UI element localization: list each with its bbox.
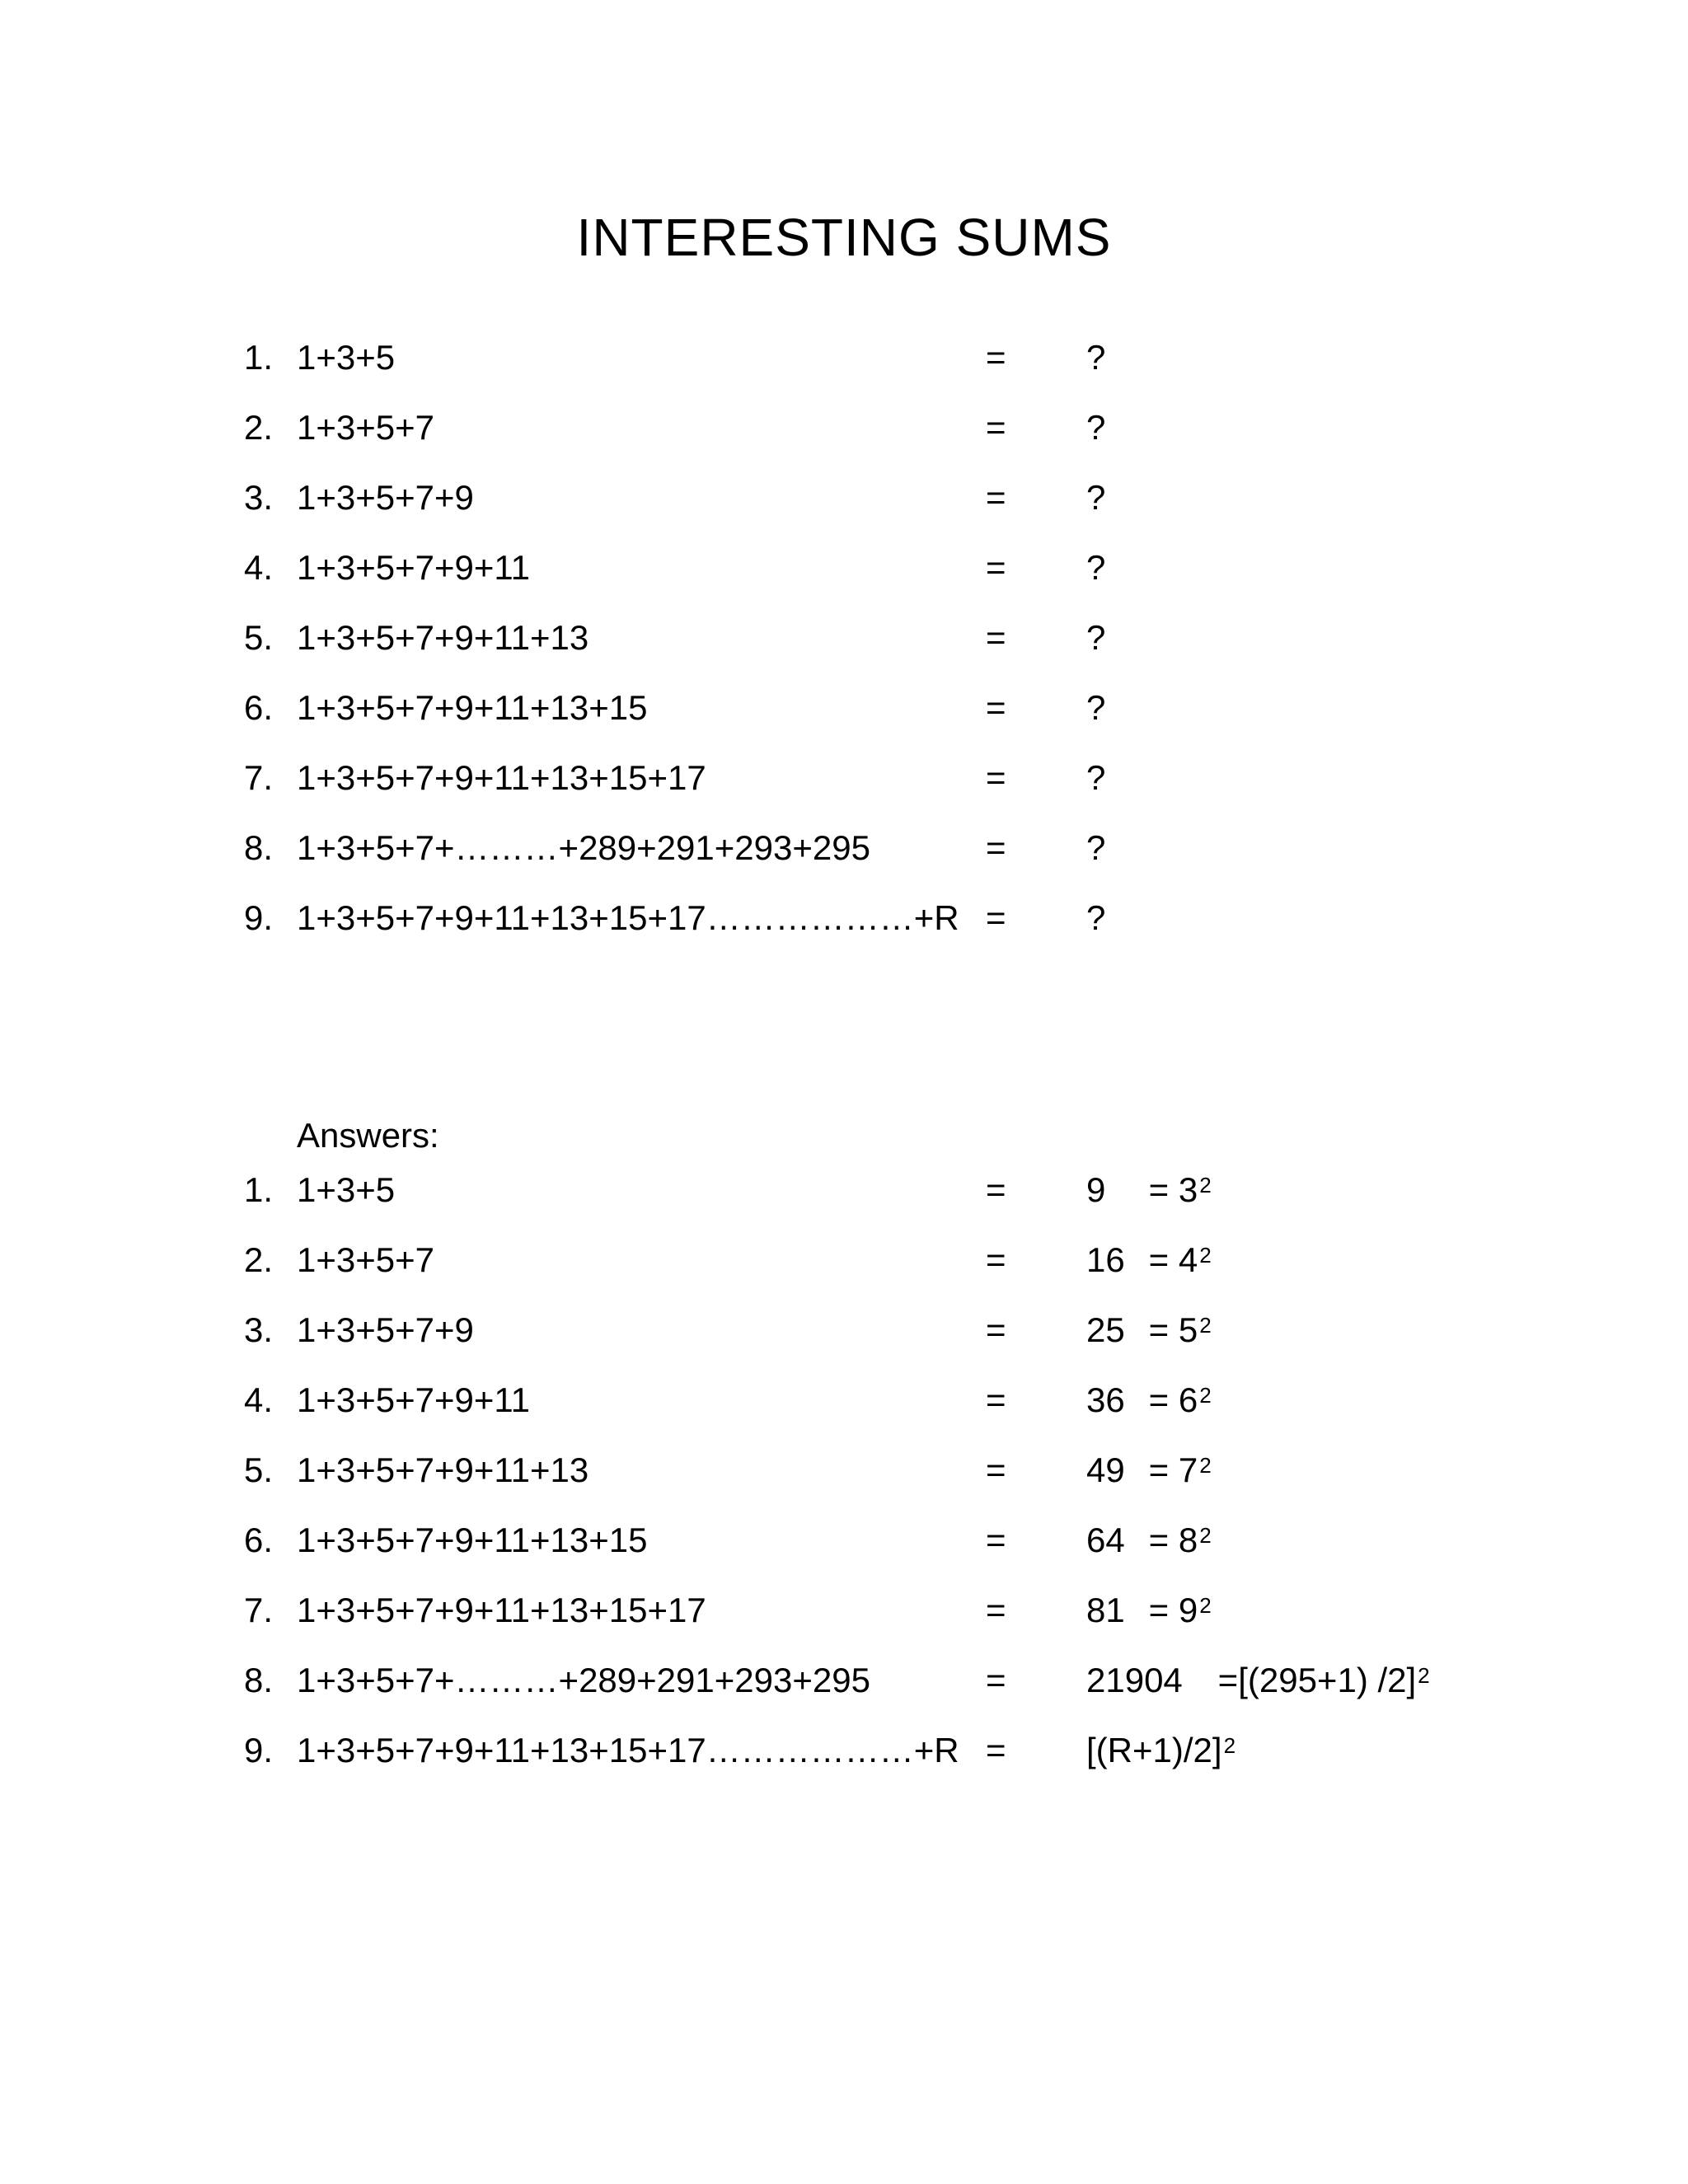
question-row	[0, 823, 1688, 893]
answer-number: 4.	[244, 1380, 274, 1419]
question-row	[0, 753, 1688, 823]
equals-sign: =	[986, 618, 1006, 657]
question-expression: 1+3+5+7+9+11+13+15+17	[297, 758, 706, 797]
square-exponent: 2	[1199, 1523, 1212, 1548]
answer-number: 9.	[244, 1731, 274, 1769]
question-answer-placeholder: ?	[1086, 688, 1106, 727]
answer-expression: 1+3+5+7+9+11+13+15+17	[297, 1591, 706, 1629]
equals-sign: =	[986, 1731, 1006, 1769]
answer-result	[1086, 1656, 1430, 1705]
question-expression: 1+3+5+7+9+11+13	[297, 618, 589, 657]
answer-square	[1149, 1305, 1212, 1355]
question-row	[0, 613, 1688, 683]
answer-row	[0, 1165, 1688, 1235]
square-exponent: 2	[1199, 1173, 1212, 1197]
question-number: 7.	[244, 758, 274, 797]
question-expression: 1+3+5	[297, 338, 396, 377]
question-answer-placeholder: ?	[1086, 408, 1106, 447]
answer-square	[1218, 1656, 1430, 1705]
answer-value: 81	[1086, 1591, 1125, 1629]
question-number: 6.	[244, 688, 274, 727]
equals-sign: =	[986, 1310, 1006, 1349]
answer-square	[1149, 1235, 1212, 1285]
answer-result	[1086, 1726, 1236, 1775]
question-answer-placeholder: ?	[1086, 898, 1106, 937]
question-number: 2.	[244, 408, 274, 447]
square-base: = 7	[1148, 1451, 1198, 1489]
question-expression: 1+3+5+7+………+289+291+293+295	[297, 828, 870, 867]
question-number: 1.	[244, 338, 274, 377]
equals-sign: =	[986, 548, 1006, 587]
answer-result	[1086, 1446, 1212, 1495]
square-exponent: 2	[1223, 1733, 1236, 1758]
question-number: 3.	[244, 478, 274, 517]
equals-sign: =	[986, 408, 1006, 447]
answer-square	[1086, 1726, 1236, 1775]
question-row	[0, 543, 1688, 613]
equals-sign: =	[986, 758, 1006, 797]
answer-result	[1086, 1235, 1212, 1285]
equals-sign: =	[986, 338, 1006, 377]
answer-square	[1149, 1165, 1212, 1215]
question-expression: 1+3+5+7	[297, 408, 435, 447]
answer-expression: 1+3+5+7+9+11+13	[297, 1451, 589, 1489]
question-number: 5.	[244, 618, 274, 657]
answer-expression: 1+3+5+7+9+11	[297, 1380, 531, 1419]
answer-row	[0, 1235, 1688, 1305]
answer-expression: 1+3+5+7	[297, 1240, 435, 1279]
square-exponent: 2	[1199, 1383, 1212, 1408]
answer-square	[1149, 1516, 1212, 1565]
equals-sign: =	[986, 828, 1006, 867]
square-base: [(R+1)/2]	[1086, 1731, 1222, 1769]
equals-sign: =	[986, 1240, 1006, 1279]
square-exponent: 2	[1199, 1243, 1212, 1268]
answer-number: 7.	[244, 1591, 274, 1629]
question-row	[0, 403, 1688, 473]
answer-result	[1086, 1586, 1212, 1635]
equals-sign: =	[986, 688, 1006, 727]
question-answer-placeholder: ?	[1086, 618, 1106, 657]
square-exponent: 2	[1418, 1663, 1430, 1688]
page-title: INTERESTING SUMS	[576, 208, 1112, 267]
equals-sign: =	[986, 478, 1006, 517]
equals-sign: =	[986, 1591, 1006, 1629]
answer-expression: 1+3+5+7+………+289+291+293+295	[297, 1661, 870, 1699]
answer-expression: 1+3+5+7+9+11+13+15	[297, 1521, 648, 1559]
question-answer-placeholder: ?	[1086, 338, 1106, 377]
answer-row	[0, 1726, 1688, 1796]
answer-number: 2.	[244, 1240, 274, 1279]
question-expression: 1+3+5+7+9	[297, 478, 474, 517]
square-exponent: 2	[1199, 1313, 1212, 1338]
square-exponent: 2	[1199, 1453, 1212, 1478]
answer-row	[0, 1446, 1688, 1516]
square-base: = 5	[1148, 1310, 1198, 1349]
square-base: = 6	[1148, 1380, 1198, 1419]
answer-value: 64	[1086, 1521, 1125, 1559]
answer-number: 6.	[244, 1521, 274, 1559]
square-base: = 3	[1148, 1170, 1198, 1209]
answer-number: 3.	[244, 1310, 274, 1349]
question-number: 8.	[244, 828, 274, 867]
answer-value: 21904	[1086, 1661, 1183, 1699]
answer-square	[1149, 1446, 1212, 1495]
answer-expression: 1+3+5+7+9	[297, 1310, 474, 1349]
answer-value: 49	[1086, 1451, 1125, 1489]
equals-sign: =	[986, 1170, 1006, 1209]
answer-row	[0, 1586, 1688, 1656]
question-row	[0, 333, 1688, 403]
question-row	[0, 893, 1688, 963]
answer-value: 36	[1086, 1380, 1125, 1419]
question-expression: 1+3+5+7+9+11+13+15	[297, 688, 648, 727]
question-expression: 1+3+5+7+9+11	[297, 548, 531, 587]
answers-heading: Answers:	[297, 1116, 439, 1155]
answers-list	[0, 1165, 1688, 1796]
answer-number: 8.	[244, 1661, 274, 1699]
equals-sign: =	[986, 1451, 1006, 1489]
answer-row	[0, 1516, 1688, 1586]
answer-square	[1149, 1376, 1212, 1425]
square-base: = 8	[1148, 1521, 1198, 1559]
answer-expression: 1+3+5+7+9+11+13+15+17………………+R	[297, 1731, 959, 1769]
question-number: 9.	[244, 898, 274, 937]
answer-square	[1149, 1586, 1212, 1635]
answer-number: 5.	[244, 1451, 274, 1489]
question-row	[0, 683, 1688, 753]
equals-sign: =	[986, 1661, 1006, 1699]
equals-sign: =	[986, 1380, 1006, 1419]
answer-row	[0, 1376, 1688, 1446]
question-answer-placeholder: ?	[1086, 828, 1106, 867]
square-base: =[(295+1) /2]	[1217, 1661, 1417, 1699]
answer-result	[1086, 1305, 1212, 1355]
answer-number: 1.	[244, 1170, 274, 1209]
square-base: = 4	[1148, 1240, 1198, 1279]
equals-sign: =	[986, 1521, 1006, 1559]
answer-result	[1086, 1165, 1212, 1215]
square-base: = 9	[1148, 1591, 1198, 1629]
answer-row	[0, 1305, 1688, 1376]
answer-result	[1086, 1516, 1212, 1565]
question-row	[0, 473, 1688, 543]
questions-list	[0, 333, 1688, 963]
question-number: 4.	[244, 548, 274, 587]
answer-value: 9	[1086, 1170, 1106, 1209]
answer-row	[0, 1656, 1688, 1726]
answer-expression: 1+3+5	[297, 1170, 396, 1209]
question-answer-placeholder: ?	[1086, 758, 1106, 797]
answer-result	[1086, 1376, 1212, 1425]
question-expression: 1+3+5+7+9+11+13+15+17………………+R	[297, 898, 959, 937]
equals-sign: =	[986, 898, 1006, 937]
answer-value: 16	[1086, 1240, 1125, 1279]
question-answer-placeholder: ?	[1086, 548, 1106, 587]
square-exponent: 2	[1199, 1593, 1212, 1618]
question-answer-placeholder: ?	[1086, 478, 1106, 517]
answer-value: 25	[1086, 1310, 1125, 1349]
